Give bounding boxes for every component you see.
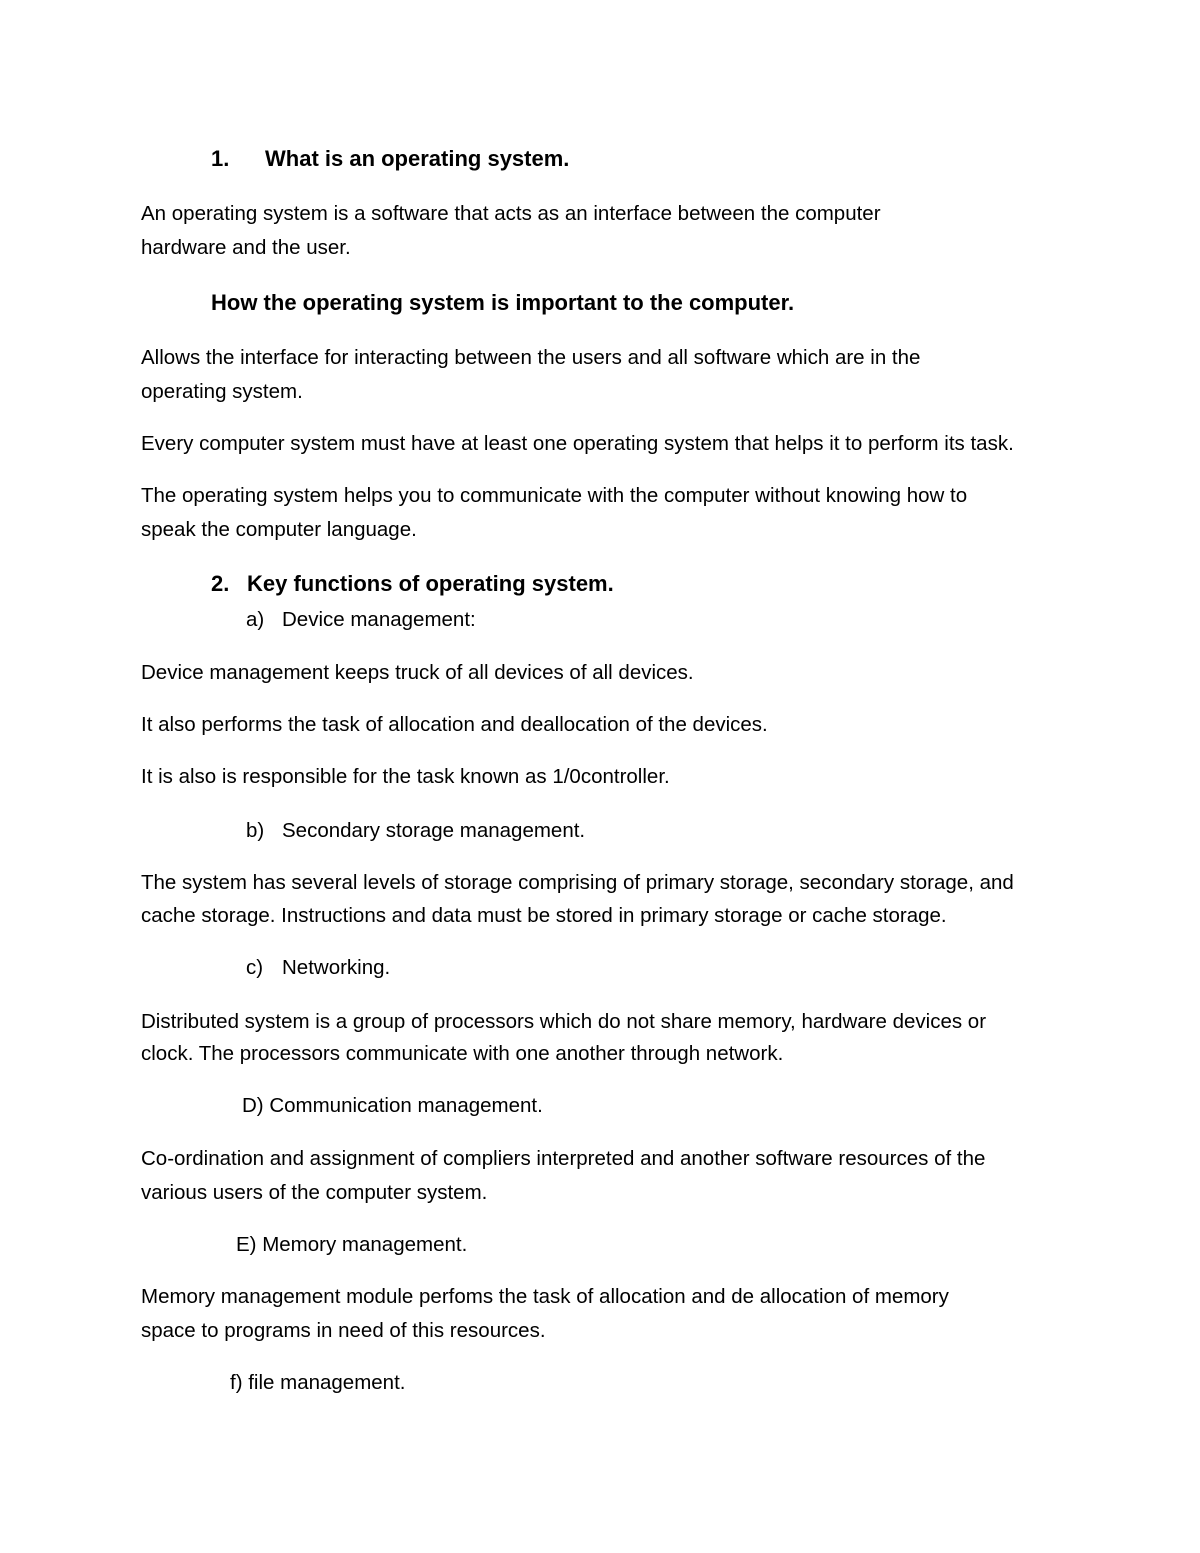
item-e-text-line2: space to programs in need of this resources.	[141, 1319, 546, 1342]
item-b-text-line2: cache storage. Instructions and data must be stored in primary storage or cache storage.	[141, 904, 947, 927]
item-a-title	[246, 607, 476, 633]
item-a-text-1: Device management keeps truck of all devices of all devices.	[141, 661, 694, 684]
item-e-title: E) Memory management.	[236, 1233, 468, 1256]
definition-line-2: hardware and the user.	[141, 236, 351, 259]
item-a-marker: a)	[246, 608, 265, 631]
item-c-text-line1: Distributed system is a group of processors which do not share memory, hardware devices or	[141, 1010, 987, 1033]
item-c-title	[246, 955, 390, 981]
section-2-number: 2.	[211, 571, 230, 596]
item-d-title: D) Communication management.	[242, 1094, 543, 1117]
importance-para3-line1: The operating system helps you to communicate with the computer without knowing how to	[141, 484, 968, 507]
section-2-heading-text: Key functions of operating system.	[247, 571, 614, 596]
item-b-title	[246, 818, 585, 844]
item-b-title-text: Secondary storage management.	[282, 819, 586, 842]
item-a-title-text: Device management:	[282, 608, 476, 631]
section-1-heading-text: What is an operating system.	[265, 146, 570, 171]
item-d-text-line2: various users of the computer system.	[141, 1181, 488, 1204]
item-c-text-line2: clock. The processors communicate with one another through network.	[141, 1042, 784, 1065]
item-e-text-line1: Memory management module perfoms the task of allocation and de allocation of memory	[141, 1285, 949, 1308]
importance-para3-line2: speak the computer language.	[141, 518, 417, 541]
item-c-title-text: Networking.	[282, 956, 391, 979]
item-b-marker: b)	[246, 819, 265, 842]
section-1-heading	[211, 146, 569, 172]
importance-heading: How the operating system is important to the computer.	[211, 290, 795, 315]
section-2-heading	[211, 571, 614, 597]
item-d-text-line1: Co-ordination and assignment of compliers interpreted and another software resources of the	[141, 1147, 986, 1170]
definition-line-1: An operating system is a software that acts as an interface between the computer	[141, 202, 881, 225]
item-a-text-2: It also performs the task of allocation and deallocation of the devices.	[141, 713, 768, 736]
section-1-number: 1.	[211, 146, 230, 171]
item-c-marker: c)	[246, 956, 264, 979]
item-a-text-3: It is also is responsible for the task known as 1/0controller.	[141, 765, 670, 788]
item-f-title: f) file management.	[230, 1371, 406, 1394]
item-b-text-line1: The system has several levels of storage comprising of primary storage, secondary storage, and	[141, 871, 1014, 894]
importance-para1-line1: Allows the interface for interacting between the users and all software which are in the	[141, 346, 921, 369]
importance-para2: Every computer system must have at least one operating system that helps it to perform its task.	[141, 432, 1014, 455]
importance-para1-line2: operating system.	[141, 380, 303, 403]
